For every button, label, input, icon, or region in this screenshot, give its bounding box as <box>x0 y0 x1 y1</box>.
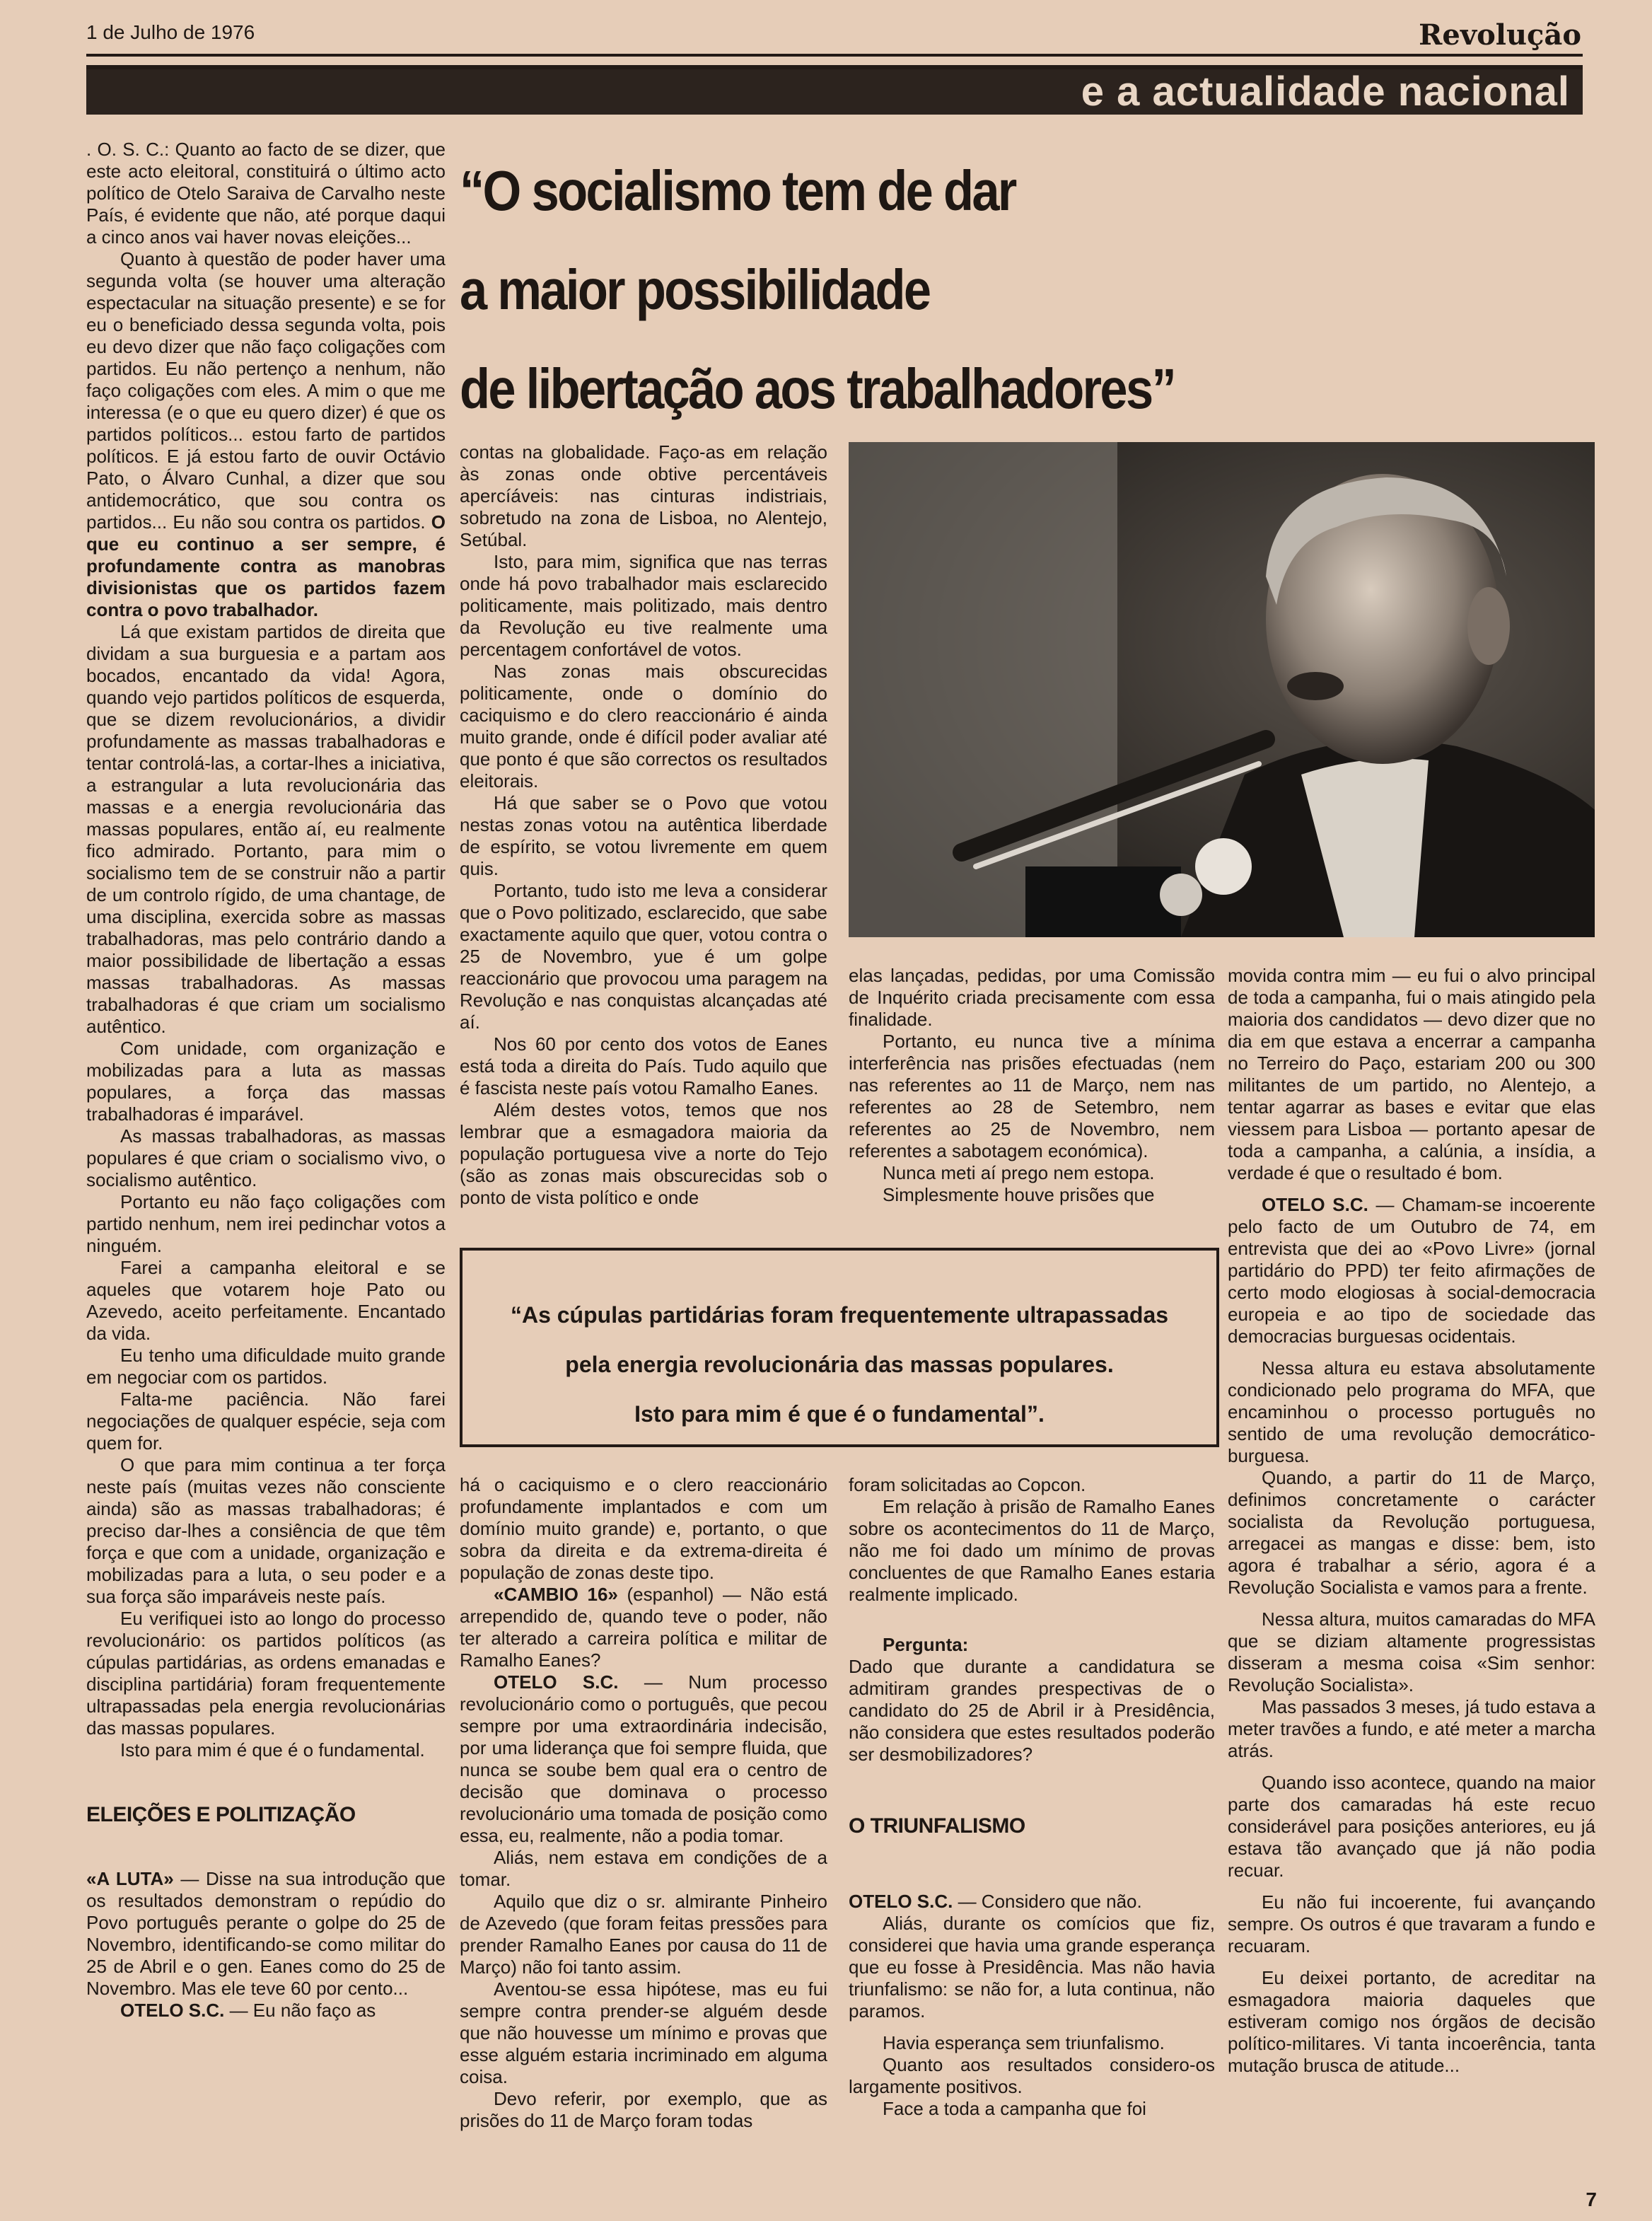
paragraph: As massas trabalhadoras, as massas populares é que criam o socialismo vivo, o socialismo autêntico. <box>86 1125 446 1190</box>
pull-quote <box>460 1248 1219 1447</box>
paragraph: Mas passados 3 meses, já tudo estava a meter travões a fundo, e até meter a marcha atrás. <box>1228 1696 1595 1761</box>
paragraph: Aliás, nem estava em condições de a tomar. <box>460 1847 827 1890</box>
emphasis-text: O que eu continuo a ser sempre, é profundamente contra as manobras divisionistas que os partidos fazem contra o povo trabalhador. <box>86 511 446 620</box>
paragraph: Além destes votos, temos que nos lembrar que a esmagadora maioria da população portuguesa vive a norte do Tejo (são as zonas mais obscurecidas sob o ponto de vista político e onde <box>460 1099 827 1208</box>
paragraph: — Chamam-se incoerente pelo facto de um Outubro de 74, em entrevista que dei ao «Povo Livre» (jornal partidário do PPD) ter feito afirmações de certo modo elogiosas à social-democracia europeia e ao tipo de sociedade das democracias burguesas ocidentais. <box>1228 1194 1595 1347</box>
paragraph: O que para mim continua a ter força neste país (muitas vezes não consciente ainda) são as massas trabalhadoras; é preciso dar-lhes a consiência de que têm força e que com a unidade, organização e mobilizadas para a luta, o seu poder e a sua força são imparáveis neste país. <box>86 1454 446 1607</box>
paragraph: Eu deixei portanto, de acreditar na esmagadora maioria daqueles que estiveram comigo nos órgãos de decisão político-militares. Vi tanta incoerência, tanta mutação brusca de atitude... <box>1228 1967 1595 2076</box>
paragraph: elas lançadas, pedidas, por uma Comissão de Inquérito criada precisamente com essa finalidade. <box>849 965 1215 1030</box>
paragraph: Nessa altura eu estava absolutamente condicionado pelo programa do MFA, que encaminhou o processo português no sentido de uma revolução democrático-burguesa. <box>1228 1357 1595 1466</box>
article-column-4 <box>1228 965 1595 2179</box>
header-rule <box>86 54 1583 57</box>
paragraph: . O. S. C.: Quanto ao facto de se dizer, que este acto eleitoral, constituirá o último acto político de Otelo Saraiva de Carvalho neste País, é evidente que não, até porque daqui a cinco anos vai haver novas eleições... <box>86 139 446 248</box>
article-column-3-top <box>849 965 1215 1227</box>
paragraph: há o caciquismo e o clero reaccionário profundamente implantados e com um domínio muito grande) e, portanto, o que sobra da direita e da extrema-direita é população de zonas deste tipo. <box>460 1474 827 1583</box>
paragraph: movida contra mim — eu fui o alvo principal de toda a campanha, fui o mais atingido pela maioria dos candidatos — devo dizer que no dia em que estava a encerrar a campanha no Terreiro do Paço, estariam 200 ou 300 militantes de um partido, no Alentejo, a tentar agarrar as bases e evitar que elas viessem para Lisboa — portanto apesar de toda a campanha, a calúnia, a insídia, a verdade é que o resultado é bom. <box>1228 965 1595 1183</box>
section-banner <box>86 65 1583 115</box>
paragraph: Farei a campanha eleitoral e se aqueles que votarem hoje Pato ou Azevedo, aceito perfeitamente. Encantado da vida. <box>86 1257 446 1344</box>
paragraph: Há que saber se o Povo que votou nestas zonas votou na autêntica liberdade de espírito, se votou livremente em quem quis. <box>460 792 827 879</box>
paragraph: Em relação à prisão de Ramalho Eanes sobre os acontecimentos do 11 de Março, não me foi dado um mínimo de provas concluentes de que Ramalho Eanes estaria realmente implicado. <box>849 1496 1215 1605</box>
speaker-label: OTELO S.C. <box>849 1891 953 1912</box>
speaker-label: «CAMBIO 16» <box>494 1584 618 1605</box>
speaker-label: OTELO S.C. <box>1262 1194 1368 1215</box>
paragraph: — Considero que não. <box>953 1891 1142 1912</box>
paragraph: Eu tenho uma dificuldade muito grande em negociar com os partidos. <box>86 1345 446 1388</box>
paragraph: Nos 60 por cento dos votos de Eanes está toda a direita do País. Tudo aquilo que é fascista neste país votou Ramalho Eanes. <box>460 1033 827 1098</box>
headline-line: de libertação aos trabalhadores” <box>460 357 1175 420</box>
question-label: Pergunta: <box>883 1634 969 1655</box>
paragraph: foram solicitadas ao Copcon. <box>849 1474 1086 1495</box>
paragraph: Devo referir, por exemplo, que as prisões do 11 de Março foram todas <box>460 2088 827 2131</box>
paragraph: Dado que durante a candidatura se admitiram grandes prespectivas de o candidato do 25 de Abril ir à Presidência, não considera que estes resultados poderão ser desmobilizadores? <box>849 1656 1215 1765</box>
article-column-3-bottom <box>849 1474 1215 2179</box>
paragraph: Nas zonas mais obscurecidas politicamente, onde o domínio do caciquismo e do clero reaccionário é ainda muito grande, onde é difícil poder avaliar até que ponto é que são correctos os resultados eleitorais. <box>460 661 827 791</box>
headline <box>460 141 1269 439</box>
speaker-label: OTELO S.C. <box>494 1671 619 1693</box>
paragraph: Quando, a partir do 11 de Março, definimos concretamente o carácter socialista da Revolução portuguesa, arregacei as mangas e disse: bem, isto agora é trabalhar a sério, agora é a Revolução Socialista e vamos para a frente. <box>1228 1467 1595 1598</box>
paragraph: Aliás, durante os comícios que fiz, considerei que havia uma grande esperança que eu fosse à Presidência. Mas não havia triunfalismo: se não for, a luta continua, não paramos. <box>849 1913 1215 2022</box>
paragraph: Nunca meti aí prego nem estopa. <box>883 1162 1155 1183</box>
publication-name: Revolução <box>1419 18 1581 52</box>
paragraph: Portanto, tudo isto me leva a considerar que o Povo politizado, esclarecido, que sabe exactamente aquilo que quer, votou contra o 25 de Novembro, yue é um golpe reaccionário que provocou uma paragem na Revolução e nas conquistas alcançadas até aí. <box>460 880 827 1033</box>
portrait-photo <box>849 442 1595 937</box>
pull-quote-line: “As cúpulas partidárias foram frequentemente ultrapassadas <box>510 1302 1169 1328</box>
paragraph: Quando isso acontece, quando na maior parte dos camaradas há este recuo considerável para posições anteriores, eu já estava tão avançado que já não podia recuar. <box>1228 1772 1595 1881</box>
paragraph: Havia esperança sem triunfalismo. <box>883 2032 1165 2053</box>
issue-date: 1 de Julho de 1976 <box>86 21 255 43</box>
paragraph: — Disse na sua introdução que os resultados demonstram o repúdio do Povo português perante o golpe do 25 de Novembro, identificando-se como militar do 25 de Abril e o gen. Eanes como do 25 de Novembro. Mas ele teve 60 por cento... <box>86 1868 446 1999</box>
paragraph: (espanhol) — Não está arrependido de, quando teve o poder, não ter alterado a carreira política e militar de Ramalho Eanes? <box>460 1584 827 1671</box>
paragraph: Face a toda a campanha que foi <box>883 2098 1146 2119</box>
paragraph: Nessa altura, muitos camaradas do MFA que se diziam altamente progressistas disseram a mesma coisa «Sim senhor: Revolução Socialista». <box>1228 1608 1595 1695</box>
paragraph: contas na globalidade. Faço-as em relação às zonas onde obtive percentáveis apercíáveis: nas cinturas indistriais, sobretudo na zona de Lisboa, no Alentejo, Setúbal. <box>460 441 827 550</box>
speaker-photo-icon <box>849 442 1595 937</box>
paragraph: Aquilo que diz o sr. almirante Pinheiro de Azevedo (que foram feitas pressões para prender Ramalho Eanes por causa do 11 de Março) não foi tanto assim. <box>460 1891 827 1978</box>
pull-quote-line: pela energia revolucionária das massas populares. <box>565 1352 1114 1377</box>
paragraph: Isto para mim é que é o fundamental. <box>120 1739 425 1761</box>
section-title: e a actualidade nacional <box>1081 69 1570 115</box>
paragraph: Com unidade, com organização e mobilizadas para a luta as massas populares, a força das massas trabalhadoras é imparável. <box>86 1038 446 1125</box>
paragraph: Quanto à questão de poder haver uma segunda volta (se houver uma alteração espectacular na situação presente) e se for eu o beneficiado dessa segunda volta, pois eu devo dizer que não faço coligações com partidos. Eu não pertenço a nenhum, não faço coligações com eles. A mim o que me interessa (e o que eu quero dizer) é que os partidos políticos... estou farto de partidos políticos. E já estou farto de ouvir Octávio Pato, o Álvaro Cunhal, a dizer que sou antidemocrático, que sou contra os partidos... Eu não sou contra os partidos. <box>86 248 446 533</box>
speaker-label: OTELO S.C. <box>120 2000 225 2021</box>
paragraph: Aventou-se essa hipótese, mas eu fui sempre contra prender-se alguém desde que não houvesse um mínimo e provas que esse alguém estaria incriminado em alguma coisa. <box>460 1978 827 2087</box>
speaker-label: «A LUTA» <box>86 1868 174 1889</box>
paragraph: — Eu não faço as <box>224 2000 376 2021</box>
article-column-2-top <box>460 441 827 1227</box>
paragraph: — Num processo revolucionário como o português, que pecou sempre por uma extraordinária indecisão, por uma liderança que foi sempre fluida, que nunca se soube bem qual era o centro de decisão que dominava o processo revolucionário uma tomada de posição como essa, eu, realmente, não a podia tomar. <box>460 1671 827 1846</box>
paragraph: Lá que existam partidos de direita que dividam a sua burguesia e a partam aos bocados, encantado da vida! Agora, quando vejo partidos políticos de esquerda, que se dizem revolucionários, a dividir profundamente as massas trabalhadoras e tentar controlá-las, a cortar-lhes a iniciativa, a estrangular a luta revolucionária das massas e a energia revolucionária das massas populares, então aí, eu realmente fico admirado. Portanto, para mim o socialismo tem de se construir não a partir de um controlo rígido, de uma chantage, de uma disciplina, exercida sobre as massas trabalhadoras, mas pelo contrário dando a maior possibilidade de libertação a essas massas trabalhadoras. As massas trabalhadoras é que criam um socialismo autêntico. <box>86 621 446 1037</box>
headline-line: “O socialismo tem de dar <box>460 159 1016 222</box>
subheading: ELEIÇÕES E POLITIZAÇÃO <box>86 1803 356 1826</box>
article-column-2-bottom <box>460 1474 827 2179</box>
paragraph: Isto, para mim, significa que nas terras onde há povo trabalhador mais esclarecido politicamente, mais politizado, mais dentro da Revolução eu tive realmente uma percentagem confortável de votos. <box>460 551 827 660</box>
paragraph: Falta-me paciência. Não farei negociações de qualquer espécie, seja com quem for. <box>86 1388 446 1454</box>
paragraph: Portanto, eu nunca tive a mínima interferência nas prisões efectuadas (nem nas referentes ao 11 de Março, nem nas referentes ao 28 de Setembro, nem referentes ao 25 de Novembro, nem referentes a sabotagem económica). <box>849 1031 1215 1161</box>
paragraph: Quanto aos resultados considero-os largamente positivos. <box>849 2054 1215 2097</box>
paragraph: Simplesmente houve prisões que <box>883 1184 1155 1205</box>
paragraph: Portanto eu não faço coligações com partido nenhum, nem irei pedinchar votos a ninguém. <box>86 1191 446 1256</box>
paragraph: Eu verifiquei isto ao longo do processo revolucionário: os partidos políticos (as cúpulas partidárias, as ordens emanadas e disciplina partidária) foram frequentemente ultrapassadas pela energia revolucionárias das massas populares. <box>86 1608 446 1739</box>
pull-quote-line: Isto para mim é que é o fundamental”. <box>634 1401 1045 1427</box>
paragraph: Eu não fui incoerente, fui avançando sempre. Os outros é que travaram a fundo e recuaram. <box>1228 1891 1595 1956</box>
subheading: O TRIUNFALISMO <box>849 1814 1025 1838</box>
headline-line: a maior possibilidade <box>460 258 930 321</box>
article-column-1 <box>86 139 446 2176</box>
page-number: 7 <box>1586 2188 1597 2210</box>
